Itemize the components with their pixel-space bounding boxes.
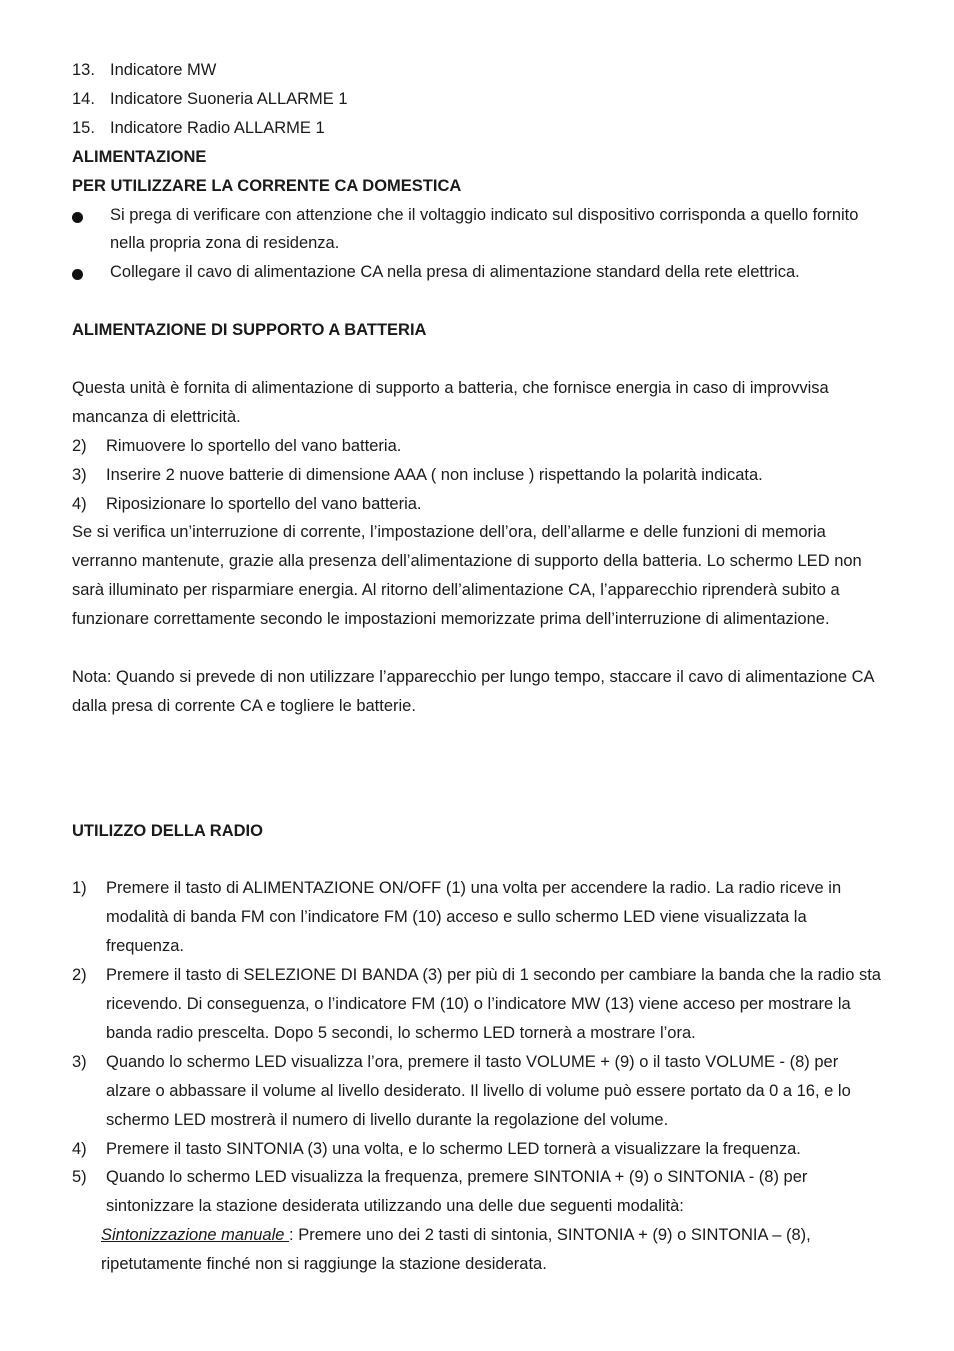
radio-step [72, 1048, 887, 1135]
paragraph-nota: Nota: Quando si prevede di non utilizzare l’apparecchio per lungo tempo, staccare il cavo di alimentazione CA dalla presa di corrente CA e togliere le batterie. [72, 667, 874, 715]
step-text: Premere il tasto SINTONIA (3) una volta, e lo schermo LED tornerà a visualizzare la frequenza. [106, 1139, 801, 1158]
step-number: 2) [72, 966, 87, 985]
step-number: 2) [72, 436, 87, 455]
radio-step [72, 1135, 887, 1164]
step-text: Premere il tasto di SELEZIONE DI BANDA (3) per più di 1 secondo per cambiare la banda che la radio sta ricevendo. Di conseguenza, o l’indicatore FM (10) o l’indicatore MW (13) viene acceso per mostrare la banda radio prescelta. Dopo 5 secondi, lo schermo LED tornerà a mostrare l’ora. [106, 966, 881, 1042]
heading-radio: UTILIZZO DELLA RADIO [72, 821, 263, 840]
manual-tuning-paragraph [72, 1221, 887, 1279]
step-number: 3) [72, 1052, 87, 1071]
list-text: Indicatore MW [110, 61, 217, 79]
step-number: 3) [72, 465, 87, 484]
bullet-item [72, 201, 887, 259]
list-number: 14. [72, 89, 95, 108]
list-number: 13. [72, 61, 95, 79]
step-number: 5) [72, 1168, 87, 1187]
radio-step [72, 874, 887, 961]
step-text: Riposizionare lo sportello del vano batteria. [106, 494, 422, 513]
document-page [72, 56, 887, 1279]
manual-tuning-text: : Premere uno dei 2 tasti di sintonia, SINTONIA + (9) o SINTONIA – (8), ripetutamente finché non si raggiunge la stazione desiderata. [101, 1226, 811, 1274]
step-number: 1) [72, 879, 87, 898]
manual-tuning-label: Sintonizzazione manuale [101, 1226, 290, 1245]
bullet-item [72, 258, 887, 287]
list-text: Indicatore Radio ALLARME 1 [110, 118, 325, 137]
radio-step [72, 1163, 887, 1221]
paragraph-interruzione: Se si verifica un’interruzione di corrente, l’impostazione dell’ora, dell’allarme e delle funzioni di memoria verranno mantenute, grazie alla presenza dell’alimentazione di supporto della batteria. Lo schermo LED non sarà illuminato per risparmiare energia. Al ritorno dell’alimentazione CA, l’apparecchio riprenderà subito a funzionare correttamente secondo le impostazioni memorizzate prima dell’interruzione di alimentazione. [72, 523, 862, 629]
bullet-text: Collegare il cavo di alimentazione CA nella presa di alimentazione standard della rete elettrica. [110, 263, 800, 282]
step-number: 4) [72, 494, 87, 513]
battery-step [72, 490, 887, 519]
battery-step [72, 461, 887, 490]
step-text: Inserire 2 nuove batterie di dimensione AAA ( non incluse ) rispettando la polarità indicata. [106, 465, 763, 484]
list-item-14 [72, 85, 887, 114]
bullet-text: Si prega di verificare con attenzione che il voltaggio indicato sul dispositivo corrisponda a quello fornito nella propria zona di residenza. [110, 205, 859, 253]
heading-batteria: ALIMENTAZIONE DI SUPPORTO A BATTERIA [72, 321, 427, 340]
list-item-13 [72, 56, 887, 85]
heading-alimentazione: ALIMENTAZIONE [72, 147, 207, 166]
radio-step [72, 961, 887, 1048]
list-text: Indicatore Suoneria ALLARME 1 [110, 89, 348, 108]
step-text: Premere il tasto di ALIMENTAZIONE ON/OFF (1) una volta per accendere la radio. La radio riceve in modalità di banda FM con l’indicatore FM (10) acceso e sullo schermo LED viene visualizzata la frequenza. [106, 879, 842, 956]
step-number: 4) [72, 1139, 87, 1158]
step-text: Quando lo schermo LED visualizza l’ora, premere il tasto VOLUME + (9) o il tasto VOLUME - (8) per alzare o abbassare il volume al livello desiderato. Il livello di volume può essere portato da 0 a 16, e lo schermo LED mostrerà il numero di livello durante la regolazione del volume. [106, 1052, 851, 1129]
list-item-15 [72, 114, 887, 143]
list-number: 15. [72, 118, 95, 137]
step-text: Rimuovere lo sportello del vano batteria. [106, 436, 402, 455]
bullet-icon [72, 212, 83, 223]
heading-corrente-ca: PER UTILIZZARE LA CORRENTE CA DOMESTICA [72, 176, 462, 195]
battery-step [72, 432, 887, 461]
paragraph-batteria: Questa unità è fornita di alimentazione di supporto a batteria, che fornisce energia in caso di improvvisa mancanza di elettricità. [72, 378, 829, 426]
step-text: Quando lo schermo LED visualizza la frequenza, premere SINTONIA + (9) o SINTONIA - (8) per sintonizzare la stazione desiderata utilizzando una delle due seguenti modalità: [106, 1168, 808, 1216]
